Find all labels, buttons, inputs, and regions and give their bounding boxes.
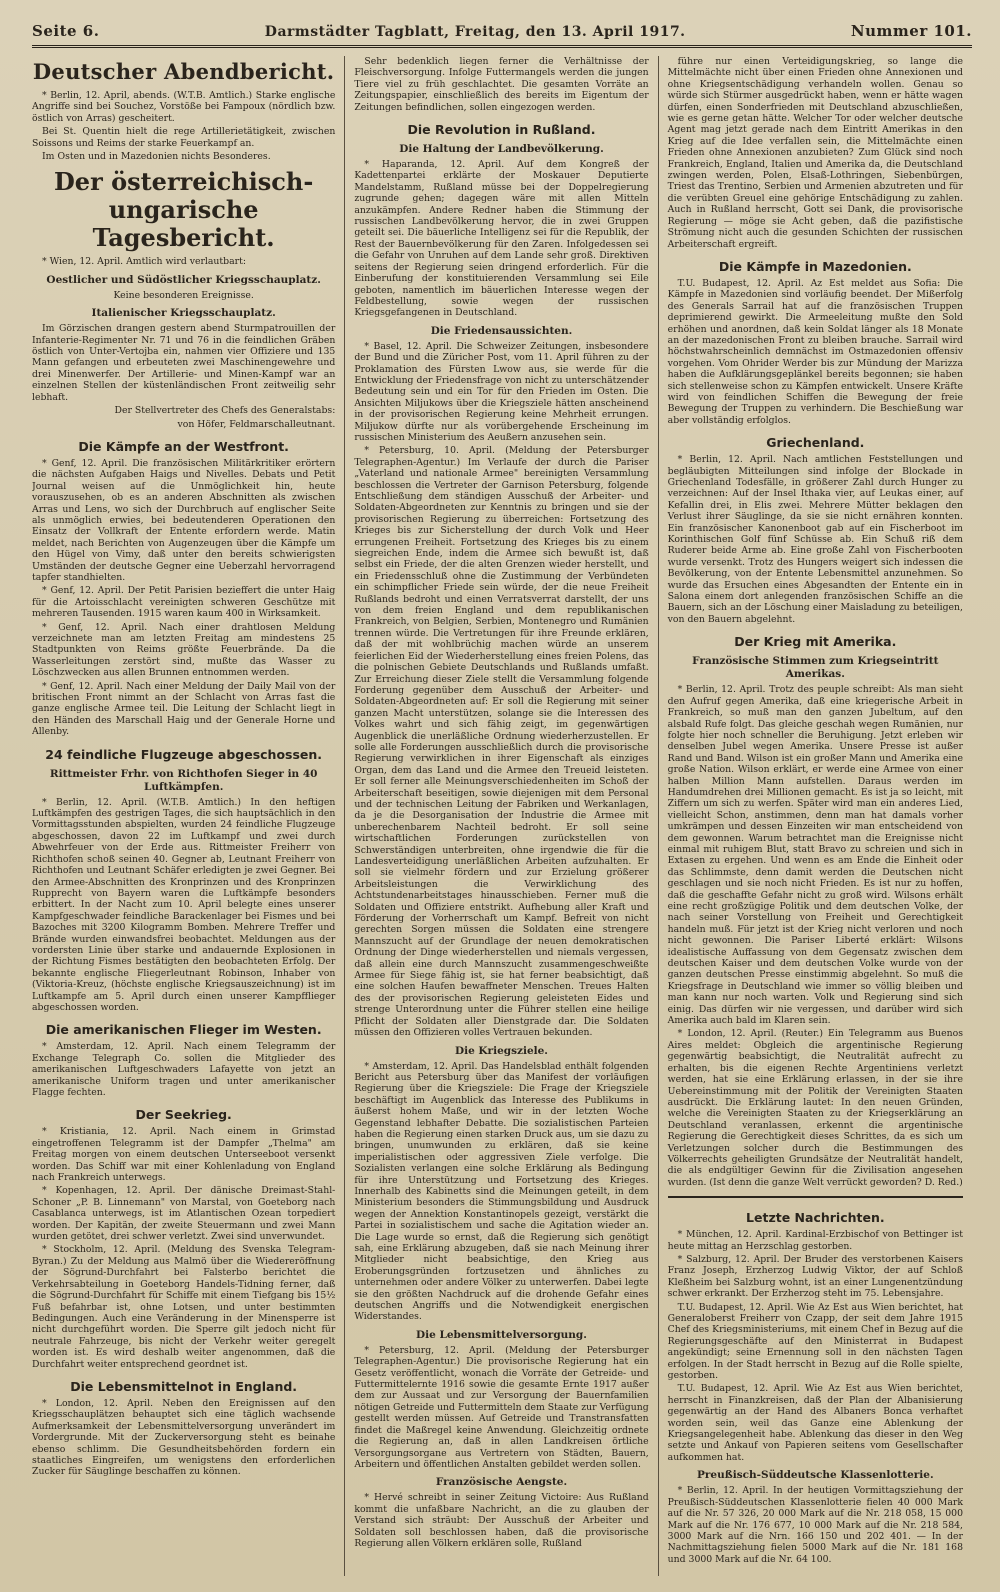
- section-heading-flugzeuge: 24 feindliche Flugzeuge abgeschossen.: [45, 746, 323, 762]
- subheading-franzoesische-aengste: Französische Aengste.: [435, 1476, 568, 1489]
- subheading-friedensaussichten: Die Friedensaussichten.: [430, 324, 573, 337]
- article-paragraph: T.U. Budapest, 12. April. Wie Az Est aus Wien berichtet, hat Generaloberst Freiherr von Czapp, der seit dem Jahre 1915 Chef des Kriegsministeriums, mit einem Chef in Bezug auf die Regierungsgeschäfte auf den Ministerrat in Budapest angekündigt; seine Ernennung soll in den nächsten Tagen erfolgen. In der Stadt herrscht in Bezug auf die Rolle spielte, gestorben.: [667, 1301, 963, 1382]
- section-heading-letzte-nachrichten: Letzte Nachrichten.: [746, 1210, 885, 1226]
- article-paragraph: * Berlin, 12. April. In der heutigen Vormittagsziehung der Preußisch-Süddeutschen Klassenlotterie fielen 40 000 Mark auf die Nr. 57 326, 20 000 Mark auf die Nr. 218 058, 15 000 Mark auf die Nr. 176 677, 10 000 Mark auf die Nr. 218 584, 3000 Mark auf die Nrn. 166 150 und 202 401. — In der Nachmittagsziehung fielen 5000 Mark auf die Nr. 181 168 und 3000 Mark auf die Nr. 64 100.: [667, 1485, 963, 1565]
- article-paragraph: * Genf, 12. April. Der Petit Parisien bezieffert die unter Haig für die Artoisschlacht vereinigten schweren Geschütze mit mehreren Tausenden. 1915 waren kaum 400 in Wirksamkeit.: [32, 585, 336, 620]
- article-paragraph: Keine besonderen Ereignisse.: [113, 289, 254, 301]
- article-paragraph: * Amsterdam, 12. April. Nach einem Telegramm der Exchange Telegraph Co. sollen die Mitglieder des amerikanischen Luftgeschwaders Lafayette von jetzt an amerikanische Uniform tragen und unter amerikanischer Flagge fechten.: [32, 1041, 336, 1098]
- letzte-nachrichten-box: [668, 1196, 963, 1565]
- subheading-oestlich: Oestlicher und Südöstlicher Kriegsschauplatz.: [46, 273, 321, 286]
- article-paragraph: * Kopenhagen, 12. April. Der dänische Dreimast-Stahl-Schoner „P. B. Linnemann" von Marstal, von Goeteborg nach Casablanca unterwegs, ist im Atlantischen Ozean torpediert worden. Der Kapitän, der zweite Steuermann und zwei Mann wurden getötet, drei schwer verletzt. Zwei sind unverwundet.: [32, 1185, 336, 1243]
- article-paragraph: T.U. Budapest, 12. April. Wie Az Est aus Wien berichtet, herrscht in Finanzkreisen, daß der Plan der Albanisierung gegenwärtig an der Hand des Albaners Bonca verhaftet worden sein, weil das Ganze eine Ablenkung der Kriegsangelegenheit habe. Ablenkung das dieser in den Weg setzte und Ankauf von Papieren seitens vom Gesellschafter aufkommen hat.: [667, 1383, 963, 1463]
- article-paragraph: * Wien, 12. April. Amtlich wird verlautbart:: [42, 256, 246, 268]
- section-heading-griechenland: Griechenland.: [766, 435, 865, 451]
- article-paragraph: Sehr bedenklich liegen ferner die Verhältnisse der Fleischversorgung. Infolge Futtermangels werden die jungen Tiere viel zu früh geschlachtet. Die gesamten Vorräte an Zeitungspapier, einschließlich des bereits im Eigentum der Zeitungen befindlichen, sollen eingezogen werden.: [354, 56, 649, 113]
- subheading-franzoesische-stimmen: Französische Stimmen zum Kriegseintritt Amerikas.: [692, 655, 939, 681]
- article-paragraph: * Amsterdam, 12. April. Das Handelsblad enthält folgenden Bericht aus Petersburg über das Manifest der vorläufigen Regierung über die Kriegsziele: Die Frage der Kriegsziele beschäftigt im Augenblick das Interesse des Publikums in äußerst hohem Maße, und wir in der letzten Woche Gegenstand lebhafter Debatte. Die sozialistischen Parteien haben die Regierung einen starken Druck aus, um sie dazu zu bringen, unumwunden zu erklären, daß sie keine imperialistischen oder aggressiven Ziele verfolge. Die Sozialisten verlangen eine solche Erklärung als Bedingung für ihre Unterstützung und Fortsetzung des Krieges. Innerhalb des Kabinetts sind die Meinungen geteilt, in dem Ministerium besonders die Stimmungsbildung und Ausdruck wegen der Annektion Konstantinopels gezeigt, verstärkt die Partei in sozialistischem und sache die Agitation wieder an. Die Lage wurde so ernst, daß die Regierung sich genötigt sah, eine Erklärung abzugeben, daß sie nach Meinung ihrer Mitglieder nicht beabsichtige, den Krieg aus Eroberungsgründen fortzusetzen und ähnliches zu unternehmen oder andere Völker zu unterwerfen. Dabei legte sie den größten Nachdruck auf die drohende Gefahr eines deutschen Angriffs und die Notwendigkeit energischen Widerstandes.: [354, 1060, 649, 1323]
- newspaper-title-date: Darmstädter Tagblatt, Freitag, den 13. April 1917.: [264, 24, 686, 40]
- column-2: [345, 56, 658, 1576]
- article-paragraph: * Berlin, 12. April. (W.T.B. Amtlich.) In den heftigen Luftkämpfen des gestrigen Tages, die sich hauptsächlich in den Vormittagsstunden abspielten, wurden 24 feindliche Flugzeuge abgeschossen, davon 22 im Luftkampf und zwei durch Abwehrfeuer von der Erde aus. Rittmeister Freiherr von Richthofen schoß seinen 40. Gegner ab, Leutnant Freiherr von Richthofen und Leutnant Schäfer erledigten je zwei Gegner. Bei den Armee-Abschnitten des Kronprinzen und des Kronprinzen Rupprecht von Bayern waren die Luftkämpfe besonders erbittert. In der Nacht zum 10. April belegte eines unserer Kampfgeschwader feindliche Barackenlager bei Fismes und bei Bazoches mit 3200 Kilogramm Bomben. Mehrere Treffer und Brände wurden einwandsfrei beobachtet. Meldungen aus der vordersten Linie über starke und andauernde Explosionen in der Richtung Fismes bestätigten den beobachteten Erfolg. Der bekannte englische Fliegerleutnant Robinson, Inhaber von (Viktoria-Kreuz, (höchste englische Kriegsauszeichnung) ist im Luftkampfe am 5. April durch einen unserer Kampfflieger abgeschossen worden.: [32, 796, 336, 1013]
- article-paragraph: Im Osten und in Mazedonien nichts Besonderes.: [42, 151, 271, 163]
- headline-abendbericht: Deutscher Abendbericht.: [32, 59, 335, 84]
- article-paragraph: * Genf, 12. April. Die französischen Militärkritiker erörtern die nächsten Aufgaben Haigs und Nivelles. Debats und Petit Journal weisen auf die Unmöglichkeit hin, heute vorauszusehen, ob es an anderen Abschnitten als zwischen Arras und Lens, wo sich der Durchbruch auf englischer Seite als unmöglich erwies, bei bedeutenderen Operationen den Einsatz der Vollkraft der Entente erfordern werde. Matin meldet, nach Berichten von Augenzeugen über die Kämpfe um den Hügel von Vimy, daß unter den bereits schwierigsten Umständen der deutsche Gegner eine Ueberzahl hervorragend tapfer standhielten.: [32, 457, 336, 583]
- article-paragraph: Im Görzischen drangen gestern abend Sturmpatrouillen der Infanterie-Regimenter Nr. 71 und 76 in die feindlichen Gräben östlich von Unter-Vertojba ein, nahmen vier Offiziere und 135 Mann gefangen und erbeuteten zwei Maschinengewehre und drei Minenwerfer. Der Artillerie- und Minen-Kampf war an einzelnen Stellen der küstenländischen Front zeitweilig sehr lebhaft.: [32, 323, 336, 403]
- article-paragraph: * Salzburg, 12. April. Der Bruder des verstorbenen Kaisers Franz Joseph, Erzherzog Ludwig Viktor, der auf Schloß Kleßheim bei Salzburg wohnt, ist an einer Lungenentzündung schwer erkrankt. Der Erzherzog steht im 75. Lebensjahre.: [667, 1253, 963, 1300]
- article-paragraph: Bei St. Quentin hielt die rege Artillerietätigkeit, zwischen Soissons und Reims der starke Feuerkampf an.: [32, 126, 336, 149]
- article-paragraph: * Kristiania, 12. April. Nach einem in Grimstad eingetroffenen Telegramm ist der Dampfer „Thelma" am Freitag morgen von einem deutschen Unterseeboot versenkt worden. Das Schiff war mit einer Kohlenladung von England nach Frankreich unterwegs.: [32, 1126, 336, 1184]
- subheading-klassenlotterie: Preußisch-Süddeutsche Klassenlotterie.: [697, 1469, 934, 1482]
- section-heading-revolution: Die Revolution in Rußland.: [407, 122, 596, 138]
- signature-line: von Höfer, Feldmarschalleutnant.: [177, 418, 336, 430]
- article-paragraph: * Stockholm, 12. April. (Meldung des Svenska Telegram-Byran.) Zu der Meldung aus Malmö über die Wiedereröffnung der Sögrund-Durchfahrt bei Falsterbo berichtet die Verkehrsabteilung in Goeteborg Handels-Tidning ferner, daß die Sögrund-Durchfahrt für Schiffe mit einem Tiefgang bis 15½ Fuß befahrbar ist, ohne Lotsen, und unter bestimmten Bedingungen. Auch eine Veränderung in der Minensperre ist nicht durchgeführt worden. Die Sperre gilt jedoch nicht für neutrale Fahrzeuge, bis nicht der Verkehr weiter geregelt worden ist. Es wird deshalb weiter angenommen, daß die Durchfahrt weiter entsprechend geordnet ist.: [32, 1244, 336, 1370]
- article-paragraph: * Haparanda, 12. April. Auf dem Kongreß der Kadettenpartei erklärte der Moskauer Deputierte Mandelstamm, Rußland müsse bei der Doppelregierung zugrunde gehen; dagegen wäre mit allen Mitteln anzukämpfen. Andere Redner haben die Stimmung der russischen Landbevölkerung hervor, die in zwei Gruppen geteilt sei. Die bäuerliche Intelligenz sei für die Republik, der Rest der Bauernbevölkerung für den Zaren. Infolgedessen sei die Gefahr von Unruhen auf dem Lande sehr groß. Direktiven seitens der Regierung seien dringend erforderlich. Für die Einberufung der konstituierenden Versammlung sei Eile geboten, namentlich im bäuerlichen Interesse wegen der Feldbestellung, sowie wegen der russischen Kriegsgefangenen in Deutschland.: [354, 159, 649, 319]
- article-paragraph: * Berlin, 12. April. Nach amtlichen Feststellungen und begläubigten Mitteilungen sind infolge der Blockade in Griechenland Todesfälle, in größerer Zahl durch Hunger zu verzeichnen: Auf der Insel Ithaka vier, auf Leukas einer, auf Kefallin drei, in Elis zwei. Mehrere Mütter beklagen den Verlust ihrer Säuglinge, da sie sie nicht ernähren konnten. Ein französischer Kanonenboot gab auf ein Fischerboot im Korinthischen Golf fünf Schüsse ab. Ein Schuß riß dem Ruderer beide Arme ab. Eine große Zahl von Fischerbooten wurde versenkt. Trotz des Hungers weigert sich indessen die Bevölkerung, von der Entente Lebensmittel anzunehmen. So wurde das Ersuchen eines Abgesandten der Entente ein in Salona einem dort anlegenden französischen Schiffe an die Bauern, sich an der Löschung einer Maisladung zu beteiligen, von den Bauern abgelehnt.: [667, 454, 963, 625]
- article-paragraph: * Genf, 12. April. Nach einer Meldung der Daily Mail von der britischen Front nimmt an der Schlacht von Arras fast die ganze englische Armee teil. Die Leitung der Schlacht liegt in den Händen des Marschall Haig und der Generale Horne und Allenby.: [32, 680, 336, 738]
- subheading-kriegsziele: Die Kriegsziele.: [455, 1044, 548, 1057]
- article-paragraph: * London, 12. April. Neben den Ereignissen auf den Kriegsschauplätzen behauptet sich eine täglich wachsende Aufmerksamkeit der Lebensmittelversorgung unverändert im Vordergrunde. Mit der Zuckerversorgung steht es beinahe ebenso schlimm. Die Gesundheitsbehörden fordern ein staatliches Eingreifen, um wenigstens den erforderlichen Zucker für Säuglinge beschaffen zu können.: [32, 1397, 336, 1478]
- signature-line: Der Stellvertreter des Chefs des Generalstabs:: [114, 405, 336, 417]
- article-paragraph: * Berlin, 12. April. Trotz des peuple schreibt: Als man sieht den Aufruf gegen Amerika, daß eine kriegerische Arbeit in Frankreich, so muß man den ganzen Jubeltum, auf den alsbald Rufe folgt. Das gleiche geschah wegen Rumänien, nur folgte hier noch schneller die Beruhigung. Jetzt erleben wir denselben Jubel wegen Amerika. Unsere Presse ist außer Rand und Band. Wilson ist ein großer Mann und Amerika eine große Nation. Wilson erklärt, er werde eine Armee von einer halben Million Mann aufstellen. Daraus werden im Handumdrehen drei Millionen gemacht. Es ist ja so leicht, mit Ziffern um sich zu werfen. Später wird man ein anderes Lied, vielleicht Schon, anstimmen, denn man hat damals vorher umkrämpen und dessen Einzeiten wir man entscheidend von dem gewonnen. Warum betrachtet man die Ereignisse nicht einmal mit ruhigem Blut, statt Bravo zu schreien und sich in Extasen zu ergehen. Und wenn es am Ende die Einheit oder das Schlimmste, denn damit werden die Deutschen nicht geschlagen und sie noch nicht Frieden. Es ist nur zu hoffen, daß die geschaffte Gefahr nicht zu groß wird. Wilsons erhält eine recht großzügige Politik und dem deutschen Volke, der nach seiner Vorstellung von Freiheit und Gerechtigkeit handeln muß. Für jetzt ist der Krieg nicht verloren und noch nicht gewonnen. Die Pariser Liberté erklärt: Wilsons idealistische Auffassung von dem Gegensatz zwischen dem deutschen Kaiser und dem deutschen Volke wurde von der ganzen deutschen Presse einstimmig abgelehnt. So muß die Kriegsfrage in Deutschland wie immer so völlig bleiben und man kann nur noch warten. Volk und Regierung sind sich einig. Das dürfen wir nie vergessen, und darüber wird sich Amerika auch bald im Klaren sein.: [667, 684, 963, 1027]
- section-heading-amerikanische-flieger: Die amerikanischen Flieger im Westen.: [45, 1022, 322, 1038]
- article-paragraph: * Genf, 12. April. Nach einer drahtlosen Meldung verzeichnete man am letzten Freitag am mindestens 25 Stadtpunkten von Reims größte Feuerbrände. Da die Wasserleitungen zerstört sind, mußte das Wasser zu Löschzwecken aus allen Brunnen entnommen werden.: [32, 621, 336, 679]
- headline-oesterreich: Der österreichisch-ungarische Tagesbericht.: [53, 167, 314, 253]
- article-paragraph: * Basel, 12. April. Die Schweizer Zeitungen, insbesondere der Bund und die Züricher Post, vom 11. April führen zu der Proklamation des Fürsten Lwow aus, sie werde für die Entwicklung der Friedensfrage von nicht zu unterschätzender Bedeutung sein und ein Tor für den Frieden im Osten. Die Ansichten Miljukows über die Kriegsziele hätten anscheinend in der provisorischen Regierung keine Mehrheit errungen. Miljukow dürfte nur als vorübergehende Erscheinung im russischen Ministerium des Aeußern anzusehen sein.: [354, 340, 649, 443]
- article-paragraph: * Berlin, 12. April, abends. (W.T.B. Amtlich.) Starke englische Angriffe sind bei Souchez, Vorstöße bei Fampoux (nördlich bzw. östlich von Arras) gescheitert.: [32, 90, 336, 124]
- masthead: [32, 22, 972, 48]
- subheading-italienisch: Italienischer Kriegsschauplatz.: [91, 307, 276, 320]
- section-heading-lebensmittelnot: Die Lebensmittelnot in England.: [70, 1378, 298, 1394]
- article-paragraph: * Hervé schreibt in seiner Zeitung Victoire: Aus Rußland kommt die unfaßbare Nachricht, an die zu glauben der Verstand sich sträubt: Der Ausschuß der Arbeiter und Soldaten soll beschlossen haben, daß die provisorische Regierung allen Völkern erklären solle, Rußland: [354, 1492, 649, 1549]
- column-1: [32, 56, 345, 1576]
- article-paragraph: * Petersburg, 12. April. (Meldung der Petersburger Telegraphen-Agentur.) Die provisorische Regierung hat ein Gesetz veröffentlicht, wonach die Vorräte der Getreide- und Futtermittelernte 1916 sowie die gesamte Ernte 1917 außer dem zur Aussaat und zur Versorgung der Bauernfamilien nötigen Getreide und Futtermitteln dem Staate zur Verfügung gestellt werden müssen. Auf Getreide und Transtransfatten findet die Maßregel keine Anwendung. Gleichzeitig ordnete die Regierung an, daß in allen Landkreisen örtliche Versorgungsorgane aus Vertretern von Städten, Bauern, Arbeitern und öffentlichen Anstalten gebildet werden sollen.: [354, 1344, 649, 1470]
- article-paragraph: * London, 12. April. (Reuter.) Ein Telegramm aus Buenos Aires meldet: Obgleich die argentinische Regierung gegenwärtig beabsichtigt, die Neutralität aufrecht zu erhalten, bis die eigenen Rechte Argentiniens verletzt werden, hat sie eine Erklärung erlassen, in der sie ihre Uebereinstimmung mit der Politik der Vereinigten Staaten ausdrückt. Die Erklärung lautet: In den neuen Gründen, welche die Vereinigten Staaten zu der Kriegserklärung an Deutschland veranlassen, erkennt die argentinische Regierung die Gerechtigkeit dieses Schrittes, da es sich um Verletzungen solcher durch die Bestimmungen des Völkerrechts geheiligten Grundsätze der Neutralität handelt, die als endgültiger Gewinn für die Zivilisation angesehen wurden. (Ist denn die ganze Welt verrückt geworden? D. Red.): [667, 1028, 963, 1188]
- article-paragraph: T.U. Budapest, 12. April. Az Est meldet aus Sofia: Die Kämpfe in Mazedonien sind vorläufig beendet. Der Mißerfolg des Generals Sarrail hat auf die französischen Truppen deprimierend gewirkt. Die Armeeleitung mußte den Sold erhöhen und anordnen, daß kein Soldat länger als 18 Monate an der mazedonischen Front zu bleiben brauche. Sarrail wird höchstwahrscheinlich demnächst im Ostmazedonien offensiv vorgehen. Vom Ohrider Werder bis zur Mündung der Marizza haben die Aufklärungsgeplänkel bereits begonnen; sie haben sich stellenweise schon zu Kämpfen entwickelt. Unsere Kräfte wird von feindlichen Schiffen die Bewegung der freie Bewegung der Truppen zu verhindern. Die Beschießung war aber vollständig erfolglos.: [667, 277, 963, 426]
- article-paragraph: * München, 12. April. Kardinal-Erzbischof von Bettinger ist heute mittag an Herzschlag gestorben.: [667, 1229, 963, 1252]
- article-paragraph: führe nur einen Verteidigungskrieg, so lange die Mittelmächte nicht über einen Frieden ohne Annexionen und ohne Kriegsentschädigung verhandeln wollen. Genau so würde sich Stürmer ausgedrückt haben, wenn er hätte wagen dürfen, einen Sonderfrieden mit Deutschland abzuschließen, wie es gerne getan hätte. Welcher Tor oder welcher deutsche Agent mag jetzt gerade nach dem Eintritt Amerikas in den Krieg auf die Idee verfallen sein, die Mittelmächte einen Frieden ohne Annexionen anzubieten? Zum Glück sind noch Frankreich, England, Italien und Amerika da, die Deutschland zwingen werden, Polen, Elsaß-Lothringen, Siebenbürgen, Triest das Trentino, Serbien und Armenien abzutreten und für die verübten Greuel eine gehörige Entschädigung zu zahlen. Auch in Rußland herrscht, Gott sei Dank, die provisorische Regierung — möge sie Acht geben, daß die pazifistische Strömung nicht auch die gesunden Schichten der russischen Arbeiterschaft ergreift.: [667, 56, 963, 250]
- subheading-richthofen: Rittmeister Frhr. von Richthofen Sieger in 40 Luftkämpfen.: [49, 767, 318, 793]
- section-heading-mazedonien: Die Kämpfe in Mazedonien.: [718, 258, 912, 274]
- subheading-lebensmittelversorgung: Die Lebensmittelversorgung.: [416, 1328, 587, 1341]
- columns: [32, 56, 972, 1576]
- issue-number: Nummer 101.: [850, 22, 972, 40]
- column-3: [659, 56, 972, 1576]
- section-heading-amerika: Der Krieg mit Amerika.: [734, 634, 897, 650]
- page-number: Seite 6.: [32, 22, 100, 40]
- article-paragraph: * Petersburg, 10. April. (Meldung der Petersburger Telegraphen-Agentur.) Im Verlaufe der durch die Pariser „Vaterland und nationale Armee" bereinigten Versammlung beschlossen die Vertreter der Garnison Petersburg, folgende Entschließung dem ständigen Ausschuß der Arbeiter- und Soldaten-Abgeordneten zur Kenntnis zu bringen und sie der provisorischen Regierung zu überreichen: Fortsetzung des Krieges bis zur Sicherstellung der durch Volk und Heer errungenen Freiheit. Fortsetzung des Krieges bis zu einem siegreichen Ende, indem die Armee sich bewußt ist, daß selbst ein Friede, der die alten Grenzen wieder herstellt, und ein Friedensschluß ohne die Zustimmung der Verbündeten ein schimpflicher Friede sein würde, der die neue Freiheit Rußlands bedroht und einen Verratsverrat darstellt, der uns von dem freien England und dem republikanischen Frankreich, von Belgien, Serbien, Montenegro und Rumänien trennen würde. Die Vertretungen für ihre Freunde erklären, daß der mit wohlbrüchig machen würde an unserem feierlichen Eid der Wiederherstellung eines freien Polens, das die polnischen Gebiete Deutschlands und Rußlands umfaßt. Zur Erreichung dieser Ziele stellt die Versammlung folgende Forderung gegenüber dem Ausschuß der Arbeiter- und Soldaten-Abgeordneten auf: Er soll die Regierung mit seiner ganzen Macht unterstützen, solange sie die Interessen des Volkes wahrt und sich fähig zeigt, im gegenwärtigen Augenblick die unerläßliche Ordnung wiederherzustellen. Er solle alle Forderungen ausschließlich durch die provisorische Regierung verwirklichen in ihrer Eigenschaft als einziges Organ, dem das Land und die Armee den Treueid leisteten. Er soll ferner alle Meinungsverschiedenheiten im Schoß der Arbeiterschaft beseitigen, sowie diejenigen mit dem Personal und der technischen Leitung der Fabriken und Werkanlagen, da je die Desorganisation der Industrie die Armee mit unberechenbarem Nachteil bedroht. Er soll seine wirtschaftlichen Forderungen zurückstellen von Schwerständigen unterbreiten, ohne irgendwie die für die Landesverteidigung unerläßlichen Arbeiten aufzuhalten. Er soll sie vielmehr fördern und zur Erzielung größerer Arbeitsleistungen die Verwirklichung des Achtstundenarbeitstages hinausschieben. Ferner muß die Soldaten und Offiziere entstrikt. Aufhebung aller Kraft und Förderung der Vorherrschaft um Kampf. Befreit von nicht gerechten Sorgen müssen die Soldaten eine strengere Mannszucht auf der Grundlage der neuen demokratischen Ordnung der Dinge wiederherstellen und niemals vergessen, daß allein eine durch Mannszucht zusammengeschweißte Armee für Siege fähig ist, sie hat ferner beabsichtigt, daß eine solchen Haufen bewaffneter Menschen. Treues Halten des der provisorischen Regierung geleisteten Eides und strenge Unterordnung unter die Führer stellen eine heilige Pflicht der Soldaten aller Dienstgrade dar. Die Soldaten müssen den Offizieren volles Vertrauen bekunden.: [354, 445, 649, 1039]
- section-heading-seekrieg: Der Seekrieg.: [135, 1107, 232, 1123]
- subheading-landbevoelkerung: Die Haltung der Landbevölkerung.: [399, 143, 604, 156]
- section-heading-westfront: Die Kämpfe an der Westfront.: [78, 438, 289, 454]
